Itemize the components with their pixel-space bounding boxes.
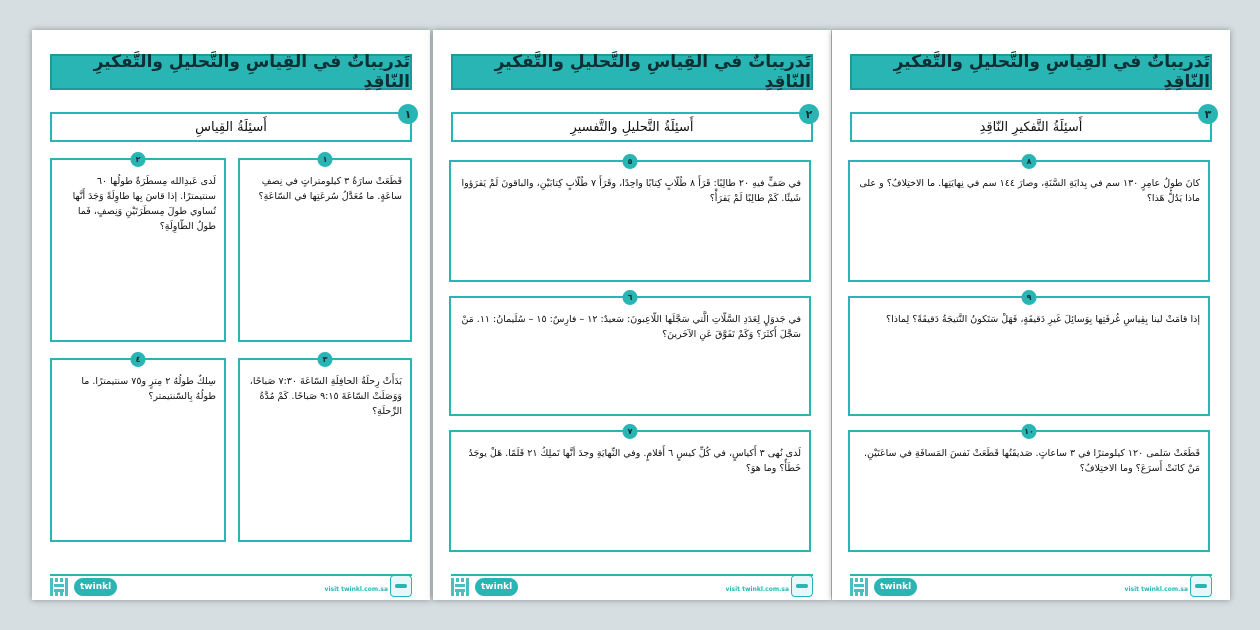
question-number-badge: ٤ (131, 352, 146, 367)
question-box-6 (449, 293, 811, 416)
question-text: إذا قامَتْ لينا بِقِياسِ غُرفَتِها بِوَسائِلَ غَيرِ دَقيقَةٍ، فَهَلْ سَتَكونُ النَّتيجَةُ دَقيقَةً؟ لِماذا؟ (886, 314, 1200, 325)
footer-site: visit twinkl.com.sa (725, 586, 789, 593)
question-number-badge: ٦ (623, 290, 638, 305)
question-box-10 (848, 427, 1210, 552)
question-text: كانَ طولُ عامِرٍ ١٣٠ سم في بِدايَةِ السَّنَةِ، وصارَ ١٤٤ سم في نِهايَتِها. ما الاختِلافُ؟ و على ماذا يَدُلُّ هَذا؟ (859, 178, 1200, 204)
question-number-badge: ٢ (131, 152, 146, 167)
question-number-badge: ٥ (623, 154, 638, 169)
question-text: في جَدوَلٍ لِعَدَدِ السَّلّاتِ الَّتي سَجَّلَها اللّاعِبونَ: سَعيدٌ: ١٢ – فارِسٌ: ١٥ – سُلَيمانُ: ١١. مَنْ سَجَّلَ أَكثَرَ؟ وَكَمْ تَفَوَّقَ عَنِ الآخَرينَ؟ (461, 314, 801, 340)
section-header (50, 107, 412, 142)
question-text: بَدَأَتْ رِحلَةُ الحافِلَةِ السّاعَةَ ٧:٣٠ صَباحًا، وَوَصَلَتْ السّاعَةَ ٩:١٥ صَباحًا. كَمْ مُدَّةُ الرِّحلَةِ؟ (249, 376, 402, 417)
question-box-5 (449, 157, 811, 282)
qr-code-icon (50, 578, 68, 596)
question-text: قَطَعَتْ سَلمى ١٢٠ كيلومترًا في ٣ ساعاتٍ. صَديقَتُها قَطَعَتْ نَفسَ المَسافَةِ في ساعَتَيْنِ. مَنْ كانَتْ أَسرَعَ؟ وما الاختِلافُ؟ (863, 448, 1200, 474)
question-box-9 (848, 293, 1210, 416)
section-title: أَسئِلَةُ التَّفكيرِ النّاقِدِ (979, 119, 1083, 135)
section-number-badge: ٣ (1198, 104, 1218, 124)
page-title: تَدريباتٌ في القِياسِ والتَّحليلِ والتَّفكيرِ النّاقِدِ (50, 54, 412, 90)
brand-badge-icon (791, 575, 813, 597)
question-box-1 (238, 155, 412, 342)
question-box-8 (848, 157, 1210, 282)
question-text: لَدى عَبدِالله مِسطَرَةٌ طولُها ٦٠ سنتيمترًا. إذا قاسَ بِها طاوِلَةً وَجَدَ أَنَّها تُساوي طولَ مِسطَرَتَيْنِ وَنِصفٍ، فَما طولُ الطّاوِلَةِ؟ (72, 176, 216, 232)
section-title: أَسئِلَةُ القِياسِ (195, 119, 267, 135)
question-number-badge: ١ (318, 152, 333, 167)
section-number-badge: ١ (398, 104, 418, 124)
question-box-7 (449, 427, 811, 552)
question-number-badge: ١٠ (1022, 424, 1037, 439)
qr-code-icon (850, 578, 868, 596)
footer-divider (850, 574, 1212, 576)
worksheet-page-1 (32, 30, 430, 600)
page-title: تَدريباتٌ في القِياسِ والتَّحليلِ والتَّفكيرِ النّاقِدِ (451, 54, 813, 90)
section-header (850, 107, 1212, 142)
section-number-badge: ٢ (799, 104, 819, 124)
brand-badge-icon (1190, 575, 1212, 597)
page-title: تَدريباتٌ في القِياسِ والتَّحليلِ والتَّفكيرِ النّاقِدِ (850, 54, 1212, 90)
worksheet-page-3 (832, 30, 1230, 600)
question-box-4 (50, 355, 226, 542)
question-text: في صَفٍّ فيهِ ٢٠ طالِبًا: قَرَأَ ٨ طُلّابٍ كِتابًا واحِدًا، وقَرَأَ ٧ طُلّابٍ كِتابَيْنِ، والباقونَ لَمْ يَقرَؤوا شَيئًا. كَمْ طالِبًا لَمْ يَقرَأْ؟ (461, 178, 801, 204)
section-title: أَسئِلَةُ التَّحليلِ والتَّفسيرِ (570, 119, 694, 135)
question-box-2 (50, 155, 226, 342)
question-text: لَدى نُهى ٣ أَكياسٍ، في كُلِّ كيسٍ ٦ أَقلامٍ. وفي النِّهايَةِ وجدَ أنَّها تَملِكُ ٢١ قَلَمًا. هَلْ يوجَدُ خَطَأٌ؟ وما هوَ؟ (468, 448, 801, 474)
question-box-3 (238, 355, 412, 542)
question-text: قَطَعَتْ سارَةُ ٣ كيلومتراتٍ في نِصفِ ساعَةٍ. ما مُعَدَّلُ سُرعَتِها في السّاعَةِ؟ (258, 176, 402, 202)
footer-divider (50, 574, 412, 576)
question-number-badge: ٧ (623, 424, 638, 439)
brand-badge-icon (390, 575, 412, 597)
footer-site: visit twinkl.com.sa (1124, 586, 1188, 593)
worksheet-page-2 (433, 30, 831, 600)
question-number-badge: ٨ (1022, 154, 1037, 169)
twinkl-logo: twinkl (74, 578, 117, 596)
footer-site: visit twinkl.com.sa (324, 586, 388, 593)
question-number-badge: ٣ (318, 352, 333, 367)
twinkl-logo: twinkl (475, 578, 518, 596)
question-text: سِلكٌ طولُهُ ٢ مِترٍ و٧٥ سنتيمترًا. ما طولُهُ بِالسّنتيمتر؟ (81, 376, 216, 402)
question-number-badge: ٩ (1022, 290, 1037, 305)
twinkl-logo: twinkl (874, 578, 917, 596)
section-header (451, 107, 813, 142)
footer-divider (451, 574, 813, 576)
qr-code-icon (451, 578, 469, 596)
